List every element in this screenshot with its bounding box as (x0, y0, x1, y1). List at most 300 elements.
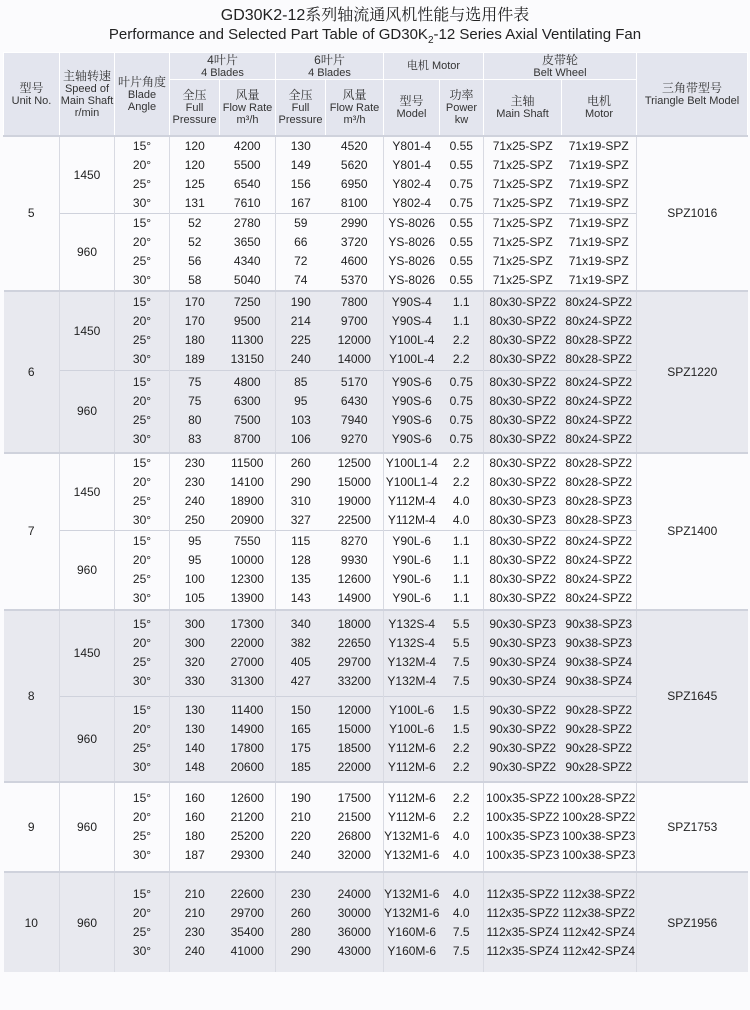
motor-model-value: Y112M-4 (387, 493, 436, 508)
flow-rate-6-cell (326, 291, 384, 371)
motor-model-cell (384, 696, 440, 782)
flow-rate-4-value: 12600 (230, 791, 264, 805)
wheel-main-shaft-cell (484, 291, 562, 371)
wheel-main-shaft-value: 80x30-SPZ2 (489, 571, 557, 586)
motor-power-cell (440, 136, 484, 214)
motor-power-value: 7.5 (452, 943, 470, 958)
wheel-main-shaft-value: 100x35-SPZ2 (486, 810, 560, 824)
wheel-main-shaft-value: 80x30-SPZ2 (489, 590, 557, 605)
flow-rate-6-value: 18000 (337, 617, 371, 632)
motor-model-value: Y90S-6 (391, 432, 432, 447)
flow-rate-6-value: 7800 (340, 294, 368, 309)
blade-angle-value: 25° (132, 924, 152, 939)
wheel-motor-value: 90x38-SPZ4 (565, 674, 633, 689)
wheel-motor-value: 71x19-SPZ (568, 176, 629, 191)
flow-rate-4-value: 17800 (230, 740, 264, 755)
unit-no-cell: 8 (4, 610, 60, 782)
full-pressure-6-value: 260 (290, 905, 311, 920)
title-en-part2: -12 Series Axial Ventilating Fan (433, 26, 642, 43)
blade-angle-value: 20° (132, 394, 152, 409)
flow-rate-6-value: 14000 (337, 351, 371, 366)
flow-rate-4-value: 11400 (231, 702, 264, 717)
full-pressure-6-cell (276, 291, 326, 371)
flow-rate-6-value: 6430 (340, 394, 368, 409)
flow-rate-4-value: 5500 (233, 157, 261, 172)
flow-rate-4-value: 29300 (230, 848, 264, 862)
blade-angle-value: 15° (132, 138, 152, 153)
motor-model-value: Y132M-4 (387, 674, 437, 689)
blade-angle-value: 25° (132, 493, 152, 508)
motor-power-value: 4.0 (452, 493, 470, 508)
motor-model-value: Y802-4 (392, 195, 432, 210)
wheel-main-shaft-value: 80x30-SPZ2 (489, 351, 557, 366)
full-pressure-4-value: 130 (184, 702, 205, 717)
full-pressure-6-cell (276, 782, 326, 872)
full-pressure-6-cell (276, 453, 326, 531)
full-pressure-6-cell (276, 696, 326, 782)
header-blade-angle: 叶片角度 Blade Angle (115, 53, 170, 136)
flow-rate-6-value: 43000 (337, 943, 371, 958)
flow-rate-4-value: 29700 (230, 905, 264, 920)
blade-angle-value: 25° (132, 413, 152, 428)
full-pressure-4-value: 120 (184, 157, 205, 172)
full-pressure-6-value: 59 (294, 215, 308, 230)
flow-rate-4-value: 6540 (233, 176, 261, 191)
flow-rate-6-value: 12500 (337, 455, 371, 470)
flow-rate-6-value: 6950 (340, 176, 368, 191)
blade-angle-value: 30° (132, 351, 152, 366)
wheel-main-shaft-value: 80x30-SPZ2 (489, 313, 557, 328)
wheel-main-shaft-value: 100x35-SPZ3 (486, 829, 560, 843)
flow-rate-4-value: 4800 (233, 375, 261, 390)
wheel-motor-value: 80x28-SPZ3 (565, 493, 633, 508)
full-pressure-4-value: 52 (188, 215, 202, 230)
wheel-main-shaft-value: 80x30-SPZ2 (489, 552, 557, 567)
full-pressure-4-cell (170, 371, 220, 453)
motor-model-value: Y100L-4 (389, 351, 435, 366)
flow-rate-4-value: 17300 (230, 617, 264, 632)
blade-angle-value: 30° (132, 759, 152, 774)
motor-model-value: Y100L1-4 (385, 474, 438, 489)
wheel-motor-value: 90x28-SPZ2 (565, 740, 633, 755)
flow-rate-6-value: 21500 (337, 810, 371, 824)
wheel-main-shaft-value: 80x30-SPZ2 (489, 474, 557, 489)
motor-model-value: Y112M-6 (387, 759, 436, 774)
motor-model-value: Y112M-6 (387, 791, 436, 805)
wheel-motor-value: 80x24-SPZ2 (565, 590, 633, 605)
wheel-main-shaft-value: 80x30-SPZ2 (489, 533, 557, 548)
motor-model-value: Y801-4 (392, 157, 432, 172)
motor-power-cell (440, 872, 484, 972)
wheel-main-shaft-cell (484, 453, 562, 531)
wheel-main-shaft-cell (484, 610, 562, 696)
flow-rate-6-value: 17500 (337, 791, 371, 805)
wheel-main-shaft-value: 71x25-SPZ (492, 253, 553, 268)
blade-angle-value: 30° (132, 432, 152, 447)
full-pressure-4-cell (170, 453, 220, 531)
wheel-main-shaft-value: 90x30-SPZ3 (489, 617, 557, 632)
flow-rate-4-cell (220, 371, 276, 453)
motor-power-value: 4.0 (452, 829, 470, 843)
motor-power-value: 2.2 (452, 455, 470, 470)
blade-angle-cell (115, 291, 170, 371)
flow-rate-4-value: 14900 (230, 721, 264, 736)
motor-model-value: Y160M-6 (387, 924, 437, 939)
motor-power-cell (440, 782, 484, 872)
flow-rate-6-value: 18500 (337, 740, 371, 755)
motor-power-value: 5.5 (452, 636, 470, 651)
blade-angle-cell (115, 371, 170, 453)
speed-cell: 960 (60, 696, 115, 782)
flow-rate-4-cell (220, 782, 276, 872)
full-pressure-4-value: 250 (184, 512, 205, 527)
full-pressure-6-value: 74 (294, 272, 308, 287)
flow-rate-6-value: 32000 (337, 848, 371, 862)
wheel-motor-value: 71x19-SPZ (568, 234, 629, 249)
wheel-motor-value: 71x19-SPZ (568, 272, 629, 287)
blade-angle-value: 25° (132, 332, 152, 347)
full-pressure-4-value: 80 (188, 413, 202, 428)
speed-cell: 1450 (60, 291, 115, 371)
wheel-main-shaft-value: 80x30-SPZ2 (489, 432, 557, 447)
motor-power-value: 1.1 (452, 533, 470, 548)
motor-power-value: 1.1 (452, 552, 470, 567)
full-pressure-4-value: 160 (184, 810, 205, 824)
flow-rate-4-value: 20900 (230, 512, 264, 527)
flow-rate-4-value: 13900 (230, 590, 264, 605)
full-pressure-4-cell (170, 696, 220, 782)
wheel-main-shaft-value: 80x30-SPZ3 (489, 493, 557, 508)
wheel-main-shaft-value: 90x30-SPZ3 (489, 636, 557, 651)
motor-power-value: 2.2 (452, 759, 470, 774)
triangle-belt-cell: SPZ1220 (637, 291, 748, 453)
flow-rate-6-value: 33200 (337, 674, 371, 689)
wheel-motor-cell (562, 371, 637, 453)
motor-power-value: 0.75 (449, 432, 473, 447)
motor-model-cell (384, 782, 440, 872)
flow-rate-6-cell (326, 610, 384, 696)
unit-no-cell: 5 (4, 136, 60, 291)
unit-speed-group (4, 610, 748, 696)
blade-angle-value: 15° (132, 455, 152, 470)
motor-model-value: Y90L-6 (392, 590, 432, 605)
flow-rate-4-value: 11500 (231, 455, 264, 470)
full-pressure-4-value: 148 (184, 759, 205, 774)
full-pressure-4-value: 189 (184, 351, 205, 366)
flow-rate-4-cell (220, 530, 276, 610)
flow-rate-6-value: 12000 (337, 332, 371, 347)
blade-angle-value: 20° (132, 721, 152, 736)
unit-no-cell: 6 (4, 291, 60, 453)
blade-angle-cell (115, 872, 170, 972)
wheel-motor-value: 100x38-SPZ3 (562, 829, 636, 843)
header-motor-power: 功率 Power kw (440, 80, 484, 136)
motor-power-value: 1.5 (452, 702, 470, 717)
blade-angle-value: 25° (132, 655, 152, 670)
full-pressure-6-value: 165 (290, 721, 311, 736)
motor-power-value: 0.75 (449, 375, 473, 390)
motor-power-value: 0.55 (449, 253, 473, 268)
wheel-motor-value: 90x38-SPZ3 (565, 617, 633, 632)
blade-angle-value: 25° (132, 176, 152, 191)
flow-rate-6-value: 22500 (337, 512, 371, 527)
flow-rate-4-value: 7500 (233, 413, 261, 428)
flow-rate-6-value: 26800 (337, 829, 371, 843)
blade-angle-value: 15° (132, 375, 152, 390)
full-pressure-6-value: 149 (290, 157, 311, 172)
motor-power-value: 1.1 (452, 294, 470, 309)
unit-no-cell: 9 (4, 782, 60, 872)
motor-model-cell (384, 872, 440, 972)
full-pressure-6-value: 143 (290, 590, 311, 605)
full-pressure-6-value: 72 (294, 253, 308, 268)
motor-power-value: 4.0 (452, 905, 470, 920)
flow-rate-4-value: 5040 (233, 272, 261, 287)
motor-model-value: YS-8026 (388, 215, 436, 230)
unit-speed-group (4, 136, 748, 214)
wheel-main-shaft-value: 80x30-SPZ2 (489, 294, 557, 309)
full-pressure-6-cell (276, 371, 326, 453)
full-pressure-4-cell (170, 782, 220, 872)
wheel-motor-value: 80x28-SPZ2 (565, 351, 633, 366)
motor-model-value: Y90S-4 (391, 313, 432, 328)
full-pressure-6-value: 115 (291, 533, 311, 548)
flow-rate-6-value: 4600 (340, 253, 368, 268)
motor-power-cell (440, 213, 484, 291)
blade-angle-cell (115, 530, 170, 610)
wheel-motor-value: 100x28-SPZ2 (562, 791, 636, 805)
motor-model-value: YS-8026 (388, 272, 436, 287)
full-pressure-4-value: 130 (184, 721, 205, 736)
flow-rate-4-cell (220, 696, 276, 782)
full-pressure-4-value: 210 (184, 886, 205, 901)
motor-power-value: 0.55 (449, 234, 473, 249)
wheel-main-shaft-value: 71x25-SPZ (492, 215, 553, 230)
wheel-motor-value: 100x38-SPZ3 (562, 848, 636, 862)
motor-model-value: Y100L-4 (389, 332, 435, 347)
unit-speed-group (4, 371, 748, 453)
full-pressure-6-cell (276, 530, 326, 610)
full-pressure-4-value: 230 (184, 455, 205, 470)
wheel-main-shaft-value: 71x25-SPZ (492, 157, 553, 172)
full-pressure-6-value: 382 (290, 636, 311, 651)
motor-power-value: 7.5 (452, 655, 470, 670)
triangle-belt-cell: SPZ1956 (637, 872, 748, 972)
header-motor: 电机 Motor (384, 53, 484, 80)
flow-rate-6-value: 12000 (337, 702, 371, 717)
motor-power-value: 4.0 (452, 886, 470, 901)
flow-rate-4-value: 22000 (230, 636, 264, 651)
blade-angle-value: 25° (132, 253, 152, 268)
flow-rate-4-value: 25200 (230, 829, 264, 843)
motor-model-cell (384, 453, 440, 531)
speed-cell: 1450 (60, 453, 115, 531)
wheel-motor-cell (562, 530, 637, 610)
flow-rate-4-value: 9500 (233, 313, 261, 328)
wheel-main-shaft-cell (484, 136, 562, 214)
flow-rate-4-cell (220, 610, 276, 696)
motor-power-value: 1.1 (452, 571, 470, 586)
header-belt-wheel: 皮带轮 Belt Wheel (484, 53, 637, 80)
flow-rate-4-value: 14100 (230, 474, 264, 489)
header-flow-rate-4: 风量 Flow Rate m³/h (220, 80, 276, 136)
motor-model-value: Y90L-6 (392, 571, 432, 586)
blade-angle-value: 15° (132, 702, 152, 717)
wheel-motor-cell (562, 213, 637, 291)
full-pressure-4-value: 180 (184, 332, 205, 347)
wheel-motor-cell (562, 136, 637, 214)
wheel-main-shaft-value: 90x30-SPZ2 (489, 721, 557, 736)
table-body (4, 136, 748, 973)
full-pressure-4-cell (170, 136, 220, 214)
wheel-motor-value: 90x28-SPZ2 (565, 702, 633, 717)
flow-rate-4-value: 8700 (233, 432, 261, 447)
full-pressure-4-value: 56 (188, 253, 202, 268)
flow-rate-6-value: 8100 (340, 195, 368, 210)
header-main-shaft: 主轴 Main Shaft (484, 80, 562, 136)
flow-rate-6-value: 8270 (340, 533, 368, 548)
blade-angle-cell (115, 610, 170, 696)
flow-rate-6-cell (326, 213, 384, 291)
motor-model-value: Y100L-6 (389, 702, 435, 717)
table-header (4, 53, 748, 136)
flow-rate-6-cell (326, 782, 384, 872)
speed-cell: 960 (60, 872, 115, 972)
blade-angle-cell (115, 696, 170, 782)
full-pressure-4-value: 210 (184, 905, 205, 920)
motor-model-cell (384, 610, 440, 696)
motor-model-value: Y100L-6 (389, 721, 435, 736)
full-pressure-4-value: 320 (184, 655, 205, 670)
motor-model-value: Y132M-4 (387, 655, 437, 670)
full-pressure-4-value: 75 (188, 394, 202, 409)
full-pressure-6-value: 327 (290, 512, 311, 527)
blade-angle-cell (115, 453, 170, 531)
wheel-motor-value: 80x28-SPZ3 (565, 512, 633, 527)
full-pressure-6-value: 240 (290, 848, 311, 862)
blade-angle-value: 15° (132, 617, 152, 632)
motor-power-value: 5.5 (452, 617, 470, 632)
wheel-motor-value: 80x24-SPZ2 (565, 432, 633, 447)
motor-model-value: Y132M1-6 (384, 848, 440, 862)
motor-power-value: 0.55 (449, 157, 473, 172)
full-pressure-4-value: 187 (184, 848, 205, 862)
header-full-pressure-6: 全压 Full Pressure (276, 80, 326, 136)
full-pressure-6-value: 103 (290, 413, 311, 428)
flow-rate-4-value: 20600 (230, 759, 264, 774)
header-flow-rate-6: 风量 Flow Rate m³/h (326, 80, 384, 136)
wheel-main-shaft-value: 71x25-SPZ (492, 195, 553, 210)
wheel-main-shaft-value: 112x35-SPZ2 (486, 905, 559, 920)
flow-rate-4-value: 21200 (230, 810, 264, 824)
motor-power-value: 2.2 (452, 810, 470, 824)
motor-model-value: Y802-4 (392, 176, 432, 191)
full-pressure-6-value: 310 (290, 493, 311, 508)
full-pressure-4-value: 240 (184, 943, 205, 958)
flow-rate-4-value: 3650 (233, 234, 261, 249)
header-4-blades: 4叶片 4 Blades (170, 53, 276, 80)
motor-power-value: 1.1 (452, 590, 470, 605)
wheel-main-shaft-value: 112x35-SPZ4 (486, 943, 559, 958)
motor-power-value: 7.5 (452, 924, 470, 939)
speed-cell: 960 (60, 782, 115, 872)
flow-rate-4-cell (220, 136, 276, 214)
blade-angle-value: 30° (132, 848, 152, 862)
wheel-motor-value: 71x19-SPZ (568, 253, 629, 268)
wheel-main-shaft-value: 80x30-SPZ2 (489, 375, 557, 390)
full-pressure-6-value: 156 (290, 176, 311, 191)
motor-power-cell (440, 453, 484, 531)
speed-cell: 960 (60, 371, 115, 453)
wheel-motor-value: 71x19-SPZ (568, 195, 629, 210)
unit-no-cell: 7 (4, 453, 60, 611)
full-pressure-6-value: 260 (290, 455, 311, 470)
full-pressure-6-value: 185 (290, 759, 311, 774)
full-pressure-6-value: 280 (290, 924, 311, 939)
wheel-main-shaft-value: 90x30-SPZ4 (489, 655, 557, 670)
blade-angle-value: 15° (132, 886, 152, 901)
motor-model-value: Y801-4 (392, 138, 432, 153)
motor-model-value: Y132S-4 (388, 636, 436, 651)
full-pressure-4-value: 95 (188, 552, 202, 567)
wheel-motor-value: 80x24-SPZ2 (565, 294, 633, 309)
wheel-main-shaft-value: 100x35-SPZ3 (486, 848, 560, 862)
wheel-motor-value: 80x24-SPZ2 (565, 533, 633, 548)
full-pressure-6-value: 128 (290, 552, 311, 567)
motor-power-cell (440, 371, 484, 453)
blade-angle-value: 15° (132, 215, 152, 230)
full-pressure-4-value: 125 (184, 176, 205, 191)
flow-rate-4-value: 12300 (230, 571, 264, 586)
wheel-main-shaft-value: 80x30-SPZ2 (489, 413, 557, 428)
wheel-main-shaft-cell (484, 530, 562, 610)
full-pressure-4-value: 300 (184, 636, 205, 651)
full-pressure-4-value: 300 (184, 617, 205, 632)
flow-rate-4-value: 22600 (230, 886, 264, 901)
speed-cell: 1450 (60, 136, 115, 214)
motor-model-value: Y90S-6 (391, 375, 432, 390)
wheel-main-shaft-value: 80x30-SPZ2 (489, 455, 557, 470)
flow-rate-4-cell (220, 453, 276, 531)
full-pressure-4-value: 95 (188, 533, 202, 548)
wheel-motor-value: 80x24-SPZ2 (565, 394, 633, 409)
full-pressure-6-cell (276, 610, 326, 696)
full-pressure-4-value: 100 (184, 571, 205, 586)
full-pressure-4-value: 170 (184, 294, 205, 309)
full-pressure-4-value: 83 (188, 432, 202, 447)
full-pressure-6-value: 230 (290, 886, 311, 901)
full-pressure-4-value: 330 (184, 674, 205, 689)
title-en-part1: Performance and Selected Part Table of GD30K (108, 26, 428, 43)
motor-power-value: 0.75 (449, 394, 473, 409)
wheel-motor-value: 90x38-SPZ4 (565, 655, 633, 670)
motor-power-value: 0.55 (449, 272, 473, 287)
flow-rate-4-value: 7610 (233, 195, 261, 210)
triangle-belt-cell: SPZ1753 (637, 782, 748, 872)
flow-rate-4-value: 41000 (230, 943, 264, 958)
flow-rate-6-value: 36000 (337, 924, 371, 939)
header-6-blades: 6叶片 4 Blades (276, 53, 384, 80)
header-wheel-motor: 电机 Motor (562, 80, 637, 136)
wheel-motor-value: 71x19-SPZ (568, 138, 629, 153)
motor-model-cell (384, 291, 440, 371)
flow-rate-4-value: 6300 (233, 394, 261, 409)
motor-power-value: 0.55 (449, 215, 473, 230)
wheel-motor-value: 112x42-SPZ4 (562, 943, 635, 958)
unit-speed-group (4, 872, 748, 972)
flow-rate-6-value: 9700 (340, 313, 368, 328)
flow-rate-6-cell (326, 371, 384, 453)
